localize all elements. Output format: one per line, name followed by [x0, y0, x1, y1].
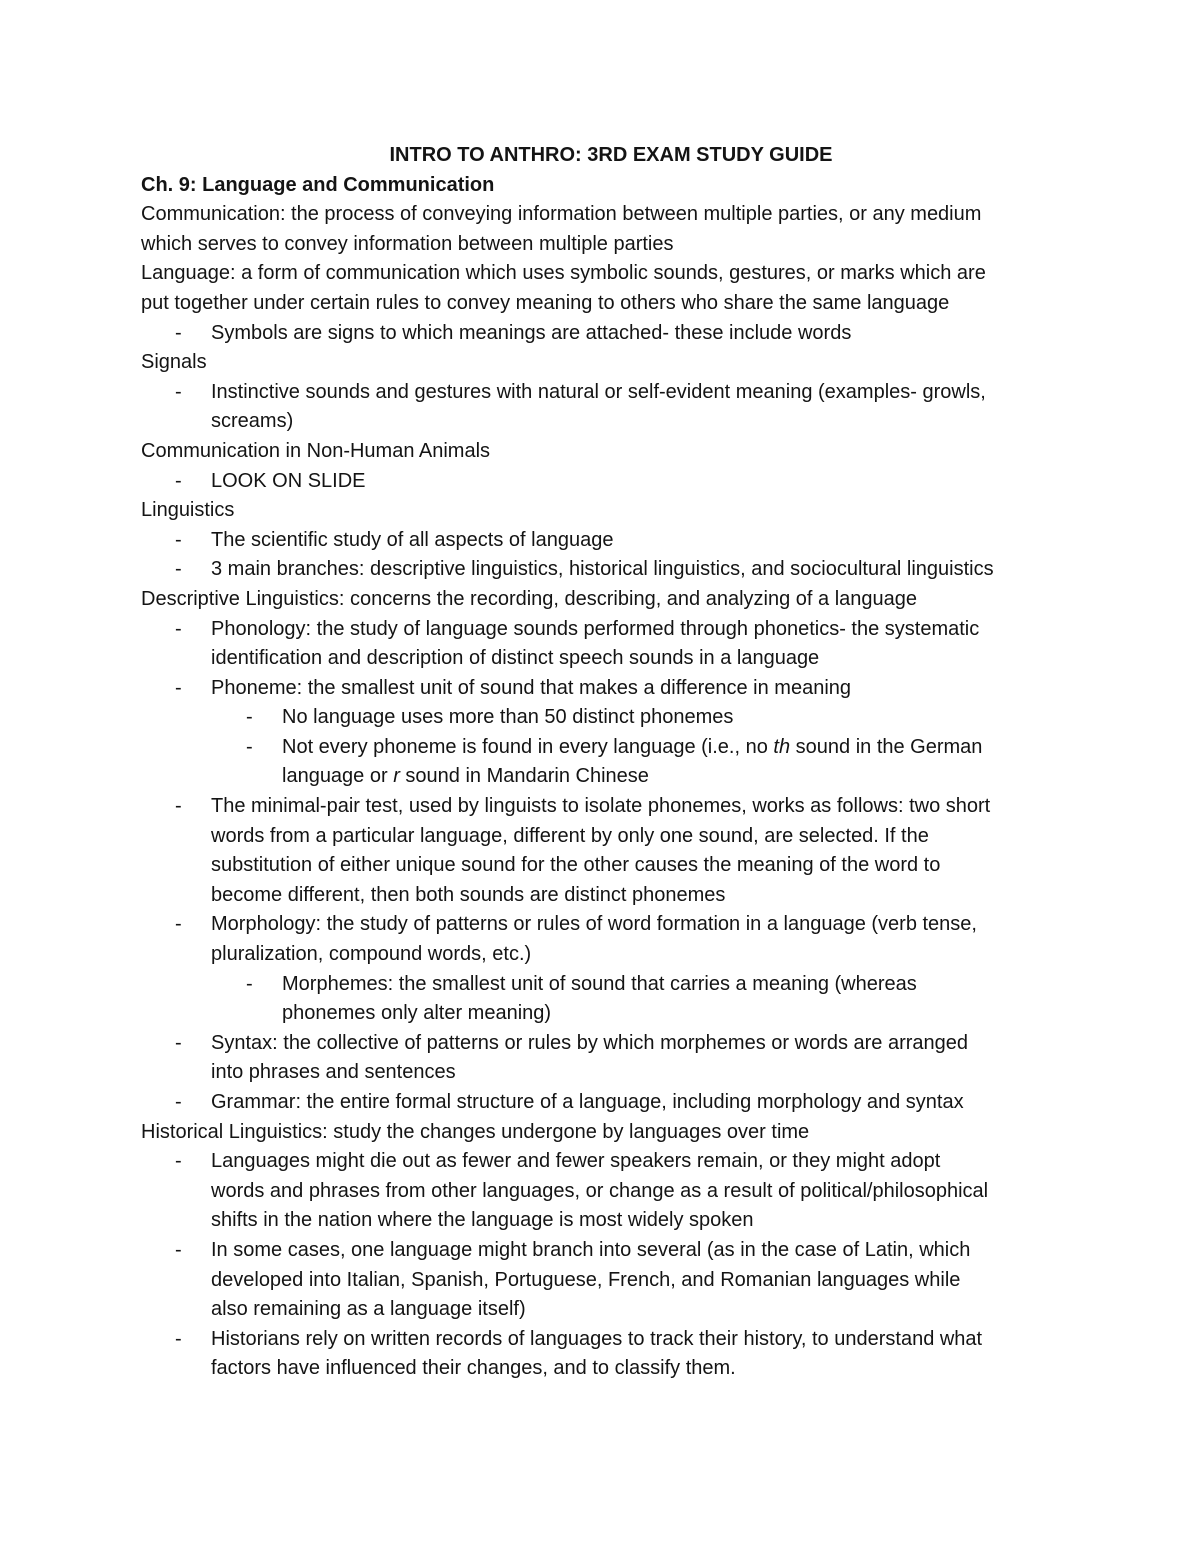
list-item [141, 615, 1081, 674]
text-line: Historians rely on written records of languages to track their history, to understand what [211, 1327, 983, 1350]
text-line: Syntax: the collective of patterns or rules by which morphemes or words are arranged [211, 1031, 969, 1054]
text-line: LOOK ON SLIDE [211, 469, 366, 492]
section-heading: Communication in Non-Human Animals [141, 439, 491, 462]
text-line: which serves to convey information between multiple parties [141, 232, 674, 255]
text-line: words from a particular language, different by only one sound, are selected. If the [211, 824, 929, 847]
list-item [141, 792, 1081, 910]
bullet-dash: - [175, 1150, 182, 1173]
list-item [141, 1325, 1081, 1384]
bullet-dash: - [175, 617, 182, 640]
text-line: No language uses more than 50 distinct phonemes [282, 706, 734, 729]
list-item [141, 555, 1081, 585]
list-item [141, 674, 1081, 704]
sub-list-item [141, 733, 1081, 792]
text-line: also remaining as a language itself) [211, 1298, 526, 1321]
section-heading: Historical Linguistics: study the changes undergone by languages over time [141, 1120, 810, 1143]
text-line: words and phrases from other languages, or change as a result of political/philosophical [211, 1179, 989, 1202]
italic-term: th [773, 735, 791, 758]
list-item [141, 378, 1081, 437]
list-item [141, 526, 1081, 556]
list-item [141, 467, 1081, 497]
list-item [141, 319, 1081, 349]
text-line: substitution of either unique sound for the other causes the meaning of the word to [211, 854, 941, 877]
bullet-dash: - [175, 528, 182, 551]
text-line: Instinctive sounds and gestures with natural or self-evident meaning (examples- growls, [211, 380, 986, 403]
sub-list-item [141, 703, 1081, 733]
bullet-dash: - [246, 972, 253, 995]
text-line: Communication: the process of conveying information between multiple parties, or any medium [141, 203, 982, 226]
text-span: sound in Mandarin Chinese [399, 765, 649, 788]
bullet-dash: - [175, 795, 182, 818]
text-line: identification and description of distinct speech sounds in a language [211, 647, 820, 670]
bullet-dash: - [246, 735, 253, 758]
bullet-dash: - [175, 676, 182, 699]
document-body [141, 141, 1081, 1384]
text-line: Phonology: the study of language sounds performed through phonetics- the systematic [211, 617, 980, 640]
communication-definition [141, 200, 1081, 259]
text-line: shifts in the nation where the language is most widely spoken [211, 1209, 754, 1232]
text-span: Not every phoneme is found in every language (i.e., no [282, 735, 774, 758]
list-item [141, 910, 1081, 969]
chapter-heading: Ch. 9: Language and Communication [141, 173, 495, 196]
text-line [282, 762, 1081, 792]
text-line: The scientific study of all aspects of language [211, 528, 614, 551]
language-definition [141, 259, 1081, 318]
text-line: become different, then both sounds are distinct phonemes [211, 883, 726, 906]
bullet-dash: - [175, 1238, 182, 1261]
text-line: 3 main branches: descriptive linguistics, historical linguistics, and sociocultural linguistics [211, 558, 994, 581]
text-line: into phrases and sentences [211, 1061, 456, 1084]
text-line [282, 733, 1081, 763]
page-title: INTRO TO ANTHRO: 3RD EXAM STUDY GUIDE [389, 144, 833, 166]
text-line: Grammar: the entire formal structure of a language, including morphology and syntax [211, 1091, 964, 1113]
list-item [141, 1147, 1081, 1236]
bullet-dash: - [175, 913, 182, 936]
bullet-dash: - [175, 1327, 182, 1350]
text-span: sound in the German [790, 735, 983, 758]
list-item [141, 1088, 1081, 1118]
text-line: Languages might die out as fewer and fewer speakers remain, or they might adopt [211, 1150, 941, 1173]
text-line: pluralization, compound words, etc.) [211, 943, 532, 966]
text-line: Morphology: the study of patterns or rules of word formation in a language (verb tense, [211, 913, 977, 936]
text-line: screams) [211, 410, 294, 433]
sub-list-item [141, 970, 1081, 1029]
text-line: developed into Italian, Spanish, Portuguese, French, and Romanian languages while [211, 1268, 961, 1291]
bullet-dash: - [175, 1091, 182, 1113]
bullet-dash: - [175, 1031, 182, 1054]
text-line: Symbols are signs to which meanings are attached- these include words [211, 321, 852, 344]
bullet-dash: - [175, 321, 182, 344]
section-heading: Linguistics [141, 499, 235, 522]
text-line: The minimal-pair test, used by linguists to isolate phonemes, works as follows: two short [211, 795, 991, 818]
text-line: Morphemes: the smallest unit of sound that carries a meaning (whereas [282, 972, 917, 995]
text-line: put together under certain rules to convey meaning to others who share the same language [141, 291, 950, 314]
section-heading: Signals [141, 351, 207, 374]
text-line: phonemes only alter meaning) [282, 1002, 552, 1025]
italic-term: r [393, 765, 400, 788]
text-line: Phoneme: the smallest unit of sound that makes a difference in meaning [211, 676, 852, 699]
list-item [141, 1029, 1081, 1088]
text-span: language or [282, 765, 394, 788]
text-line: In some cases, one language might branch into several (as in the case of Latin, which [211, 1238, 971, 1261]
text-line: Language: a form of communication which uses symbolic sounds, gestures, or marks which are [141, 262, 986, 285]
section-heading: Descriptive Linguistics: concerns the recording, describing, and analyzing of a language [141, 587, 918, 610]
text-line: factors have influenced their changes, and to classify them. [211, 1357, 736, 1380]
list-item [141, 1236, 1081, 1325]
bullet-dash: - [175, 469, 182, 492]
bullet-dash: - [246, 706, 253, 729]
bullet-dash: - [175, 558, 182, 581]
bullet-dash: - [175, 380, 182, 403]
